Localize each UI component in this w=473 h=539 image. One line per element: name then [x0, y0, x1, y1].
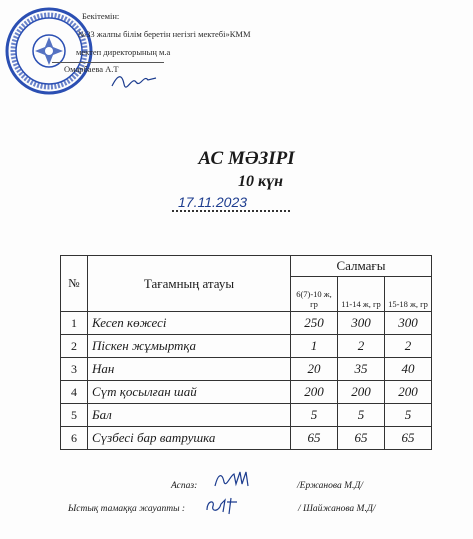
row-number: 1: [61, 312, 88, 335]
supervisor-signature-icon: [203, 494, 243, 516]
weight-age-3: 300: [385, 312, 432, 335]
director-signature-icon: [110, 70, 160, 92]
row-number: 2: [61, 335, 88, 358]
row-number: 3: [61, 358, 88, 381]
menu-table: [60, 255, 432, 450]
weight-age-3: 40: [385, 358, 432, 381]
weight-age-1: 1: [291, 335, 338, 358]
weight-age-1: 200: [291, 381, 338, 404]
weight-age-2: 65: [338, 427, 385, 450]
subheader-age-1: 6(7)-10 ж, гр: [291, 277, 338, 312]
approval-school: №33 жалпы білім беретін негізгі мектебі»КММ: [78, 29, 251, 39]
weight-age-1: 20: [291, 358, 338, 381]
subheader-age-3: 15-18 ж, гр: [385, 277, 432, 312]
table-header-row: [61, 256, 432, 277]
dish-name: Сүт қосылған шай: [88, 381, 291, 404]
approval-director: Омарбаева А.Т: [52, 62, 164, 75]
subheader-age-2: 11-14 ж, гр: [338, 277, 385, 312]
weight-age-1: 5: [291, 404, 338, 427]
header-number: №: [61, 256, 88, 312]
dish-name: Нан: [88, 358, 291, 381]
weight-age-3: 65: [385, 427, 432, 450]
table-row: [61, 358, 432, 381]
cook-name: /Ержанова М.Д/: [297, 481, 364, 491]
date-underline: [172, 210, 290, 212]
dish-name: Бал: [88, 404, 291, 427]
cook-label: Аспаз:: [171, 481, 198, 491]
table-row: [61, 427, 432, 450]
header-dish-name: Тағамның атауы: [88, 256, 291, 312]
row-number: 4: [61, 381, 88, 404]
table-row: [61, 335, 432, 358]
weight-age-2: 2: [338, 335, 385, 358]
weight-age-2: 5: [338, 404, 385, 427]
approval-position: мектеп директорының м.а: [76, 47, 171, 57]
dish-name: Сүзбесі бар ватрушка: [88, 427, 291, 450]
header-amount: Салмағы: [291, 256, 432, 277]
weight-age-2: 35: [338, 358, 385, 381]
table-row: [61, 312, 432, 335]
weight-age-3: 200: [385, 381, 432, 404]
weight-age-1: 250: [291, 312, 338, 335]
weight-age-2: 300: [338, 312, 385, 335]
row-number: 5: [61, 404, 88, 427]
weight-age-2: 200: [338, 381, 385, 404]
row-number: 6: [61, 427, 88, 450]
weight-age-1: 65: [291, 427, 338, 450]
supervisor-name: / Шайжанова М.Д/: [298, 504, 376, 514]
weight-age-3: 2: [385, 335, 432, 358]
dish-name: Піскен жұмыртқа: [88, 335, 291, 358]
supervisor-label: Ыстық тамаққа жауапты :: [68, 504, 186, 514]
page-subtitle: 10 күн: [238, 173, 283, 190]
dish-name: Кесеп көжесі: [88, 312, 291, 335]
table-row: [61, 381, 432, 404]
weight-age-3: 5: [385, 404, 432, 427]
menu-date: 17.11.2023: [178, 194, 248, 210]
table-row: [61, 404, 432, 427]
page-title: АС МӘЗІРІ: [198, 148, 295, 169]
cook-signature-icon: [212, 468, 262, 492]
approval-block: [52, 10, 251, 75]
approval-heading: Бекітемін:: [82, 11, 120, 21]
